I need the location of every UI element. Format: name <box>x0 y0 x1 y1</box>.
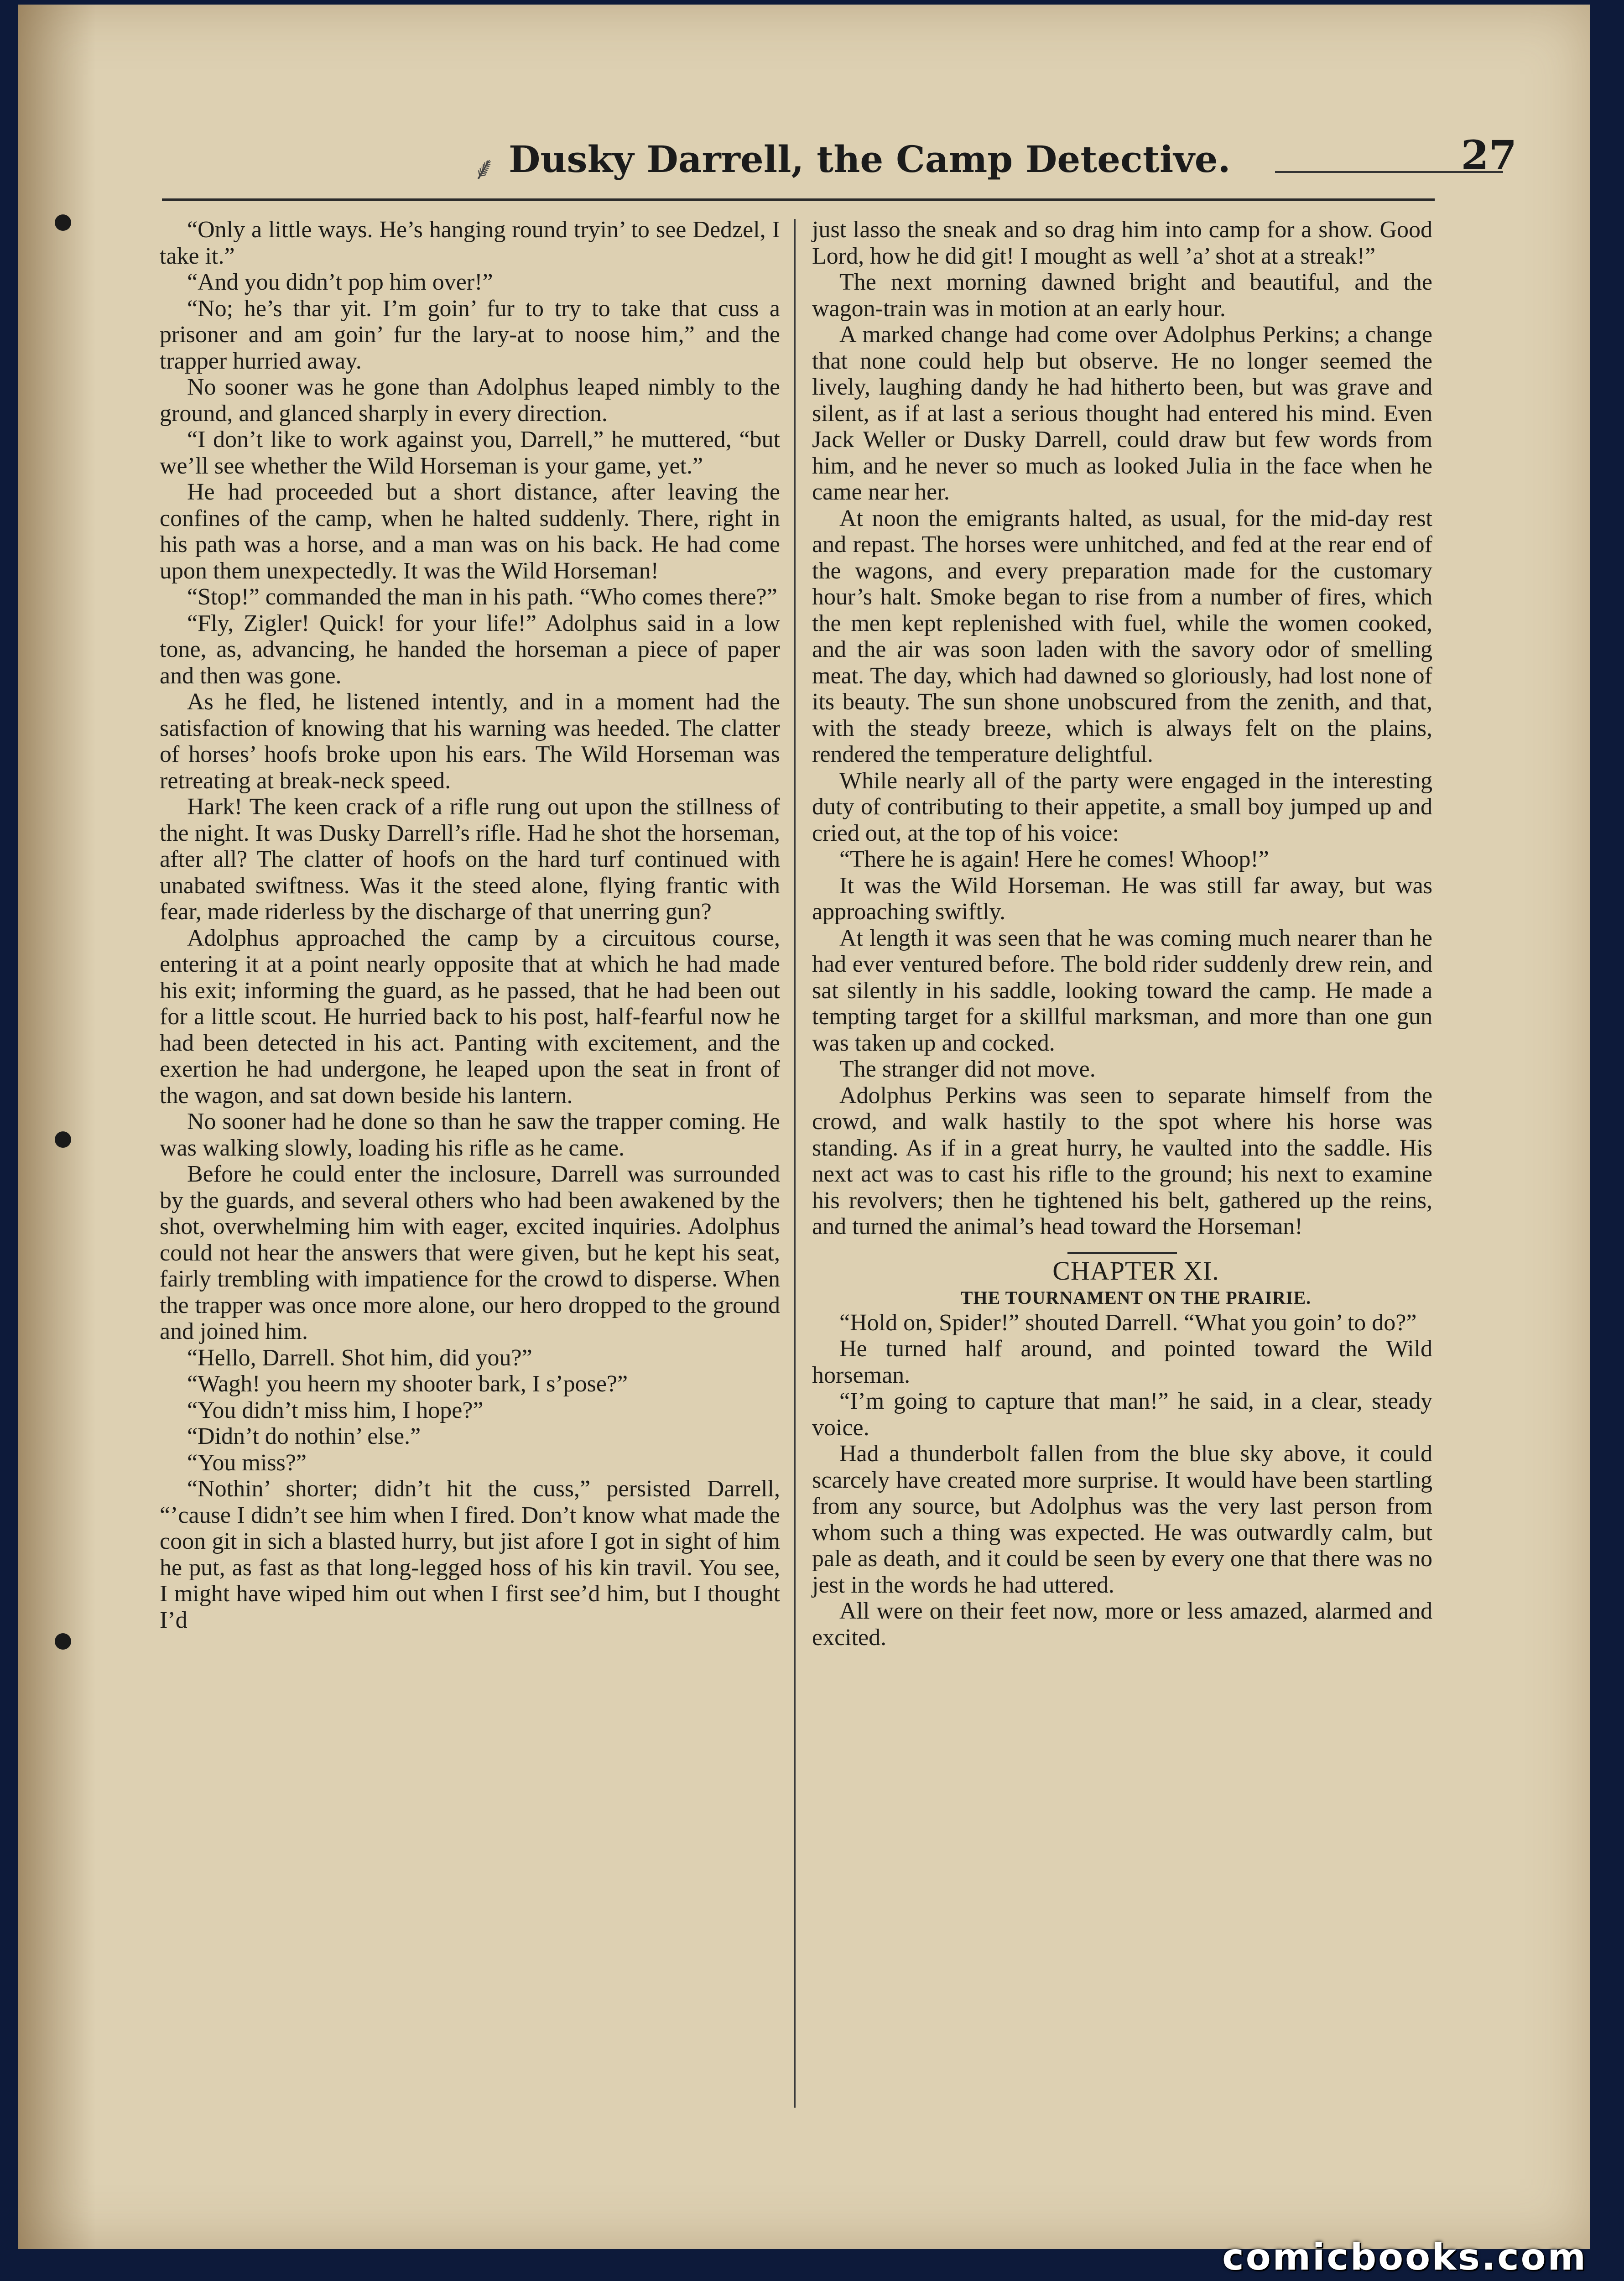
paragraph: “Stop!” commanded the man in his path. “Who comes there?” <box>187 584 777 610</box>
paragraph: “Only a little ways. He’s hanging round tryin’ to see Dedzel, I take it.” <box>160 217 780 269</box>
paragraph: “And you didn’t pop him over!” <box>187 269 493 295</box>
paragraph: “You miss?” <box>187 1449 307 1476</box>
column-divider <box>794 219 796 2108</box>
paragraph: Had a thunderbolt fallen from the blue sky above, it could scarcely have created more surprise. It would have been startling from any source, but Adolphus was the very last person from whom such a thing was expected. He was outwardly calm, but pale as death, and it could be seen by every one that there was no jest in the words he had uttered. <box>812 1441 1432 1598</box>
chapter-heading: CHAPTER XI. <box>1052 1255 1219 1286</box>
paragraph: While nearly all of the party were engaged in the interesting duty of contributing to their appetite, a small boy jumped up and cried out, at the top of his voice: <box>812 767 1432 846</box>
running-title: Dusky Darrell, the Camp Detective. <box>509 138 1231 181</box>
header-flourish: ⸙ <box>472 150 496 187</box>
paragraph: “I’m going to capture that man!” he said, in a clear, steady voice. <box>812 1388 1432 1441</box>
paragraph: All were on their feet now, more or less amazed, alarmed and excited. <box>812 1598 1432 1651</box>
right-column <box>812 217 1432 1651</box>
paragraph: Before he could enter the inclosure, Darrell was surrounded by the guards, and several others who had been awakened by the shot, overwhelming him with eager, excited inquiries. Adolphus could not hear the answers that were given, but he kept his seat, fairly trembling with impatience for the crowd to disperse. When the trapper was once more alone, our hero dropped to the ground and joined him. <box>160 1161 780 1344</box>
paragraph: He had proceeded but a short distance, after leaving the confines of the camp, when he halted suddenly. There, right in his path was a horse, and a man was on his back. He had come upon them unexpectedly. It was the Wild Horseman! <box>160 479 780 584</box>
gutter-shadow <box>18 5 96 2249</box>
paragraph: “Hold on, Spider!” shouted Darrell. “What you goin’ to do?” <box>839 1309 1417 1336</box>
header-divider <box>162 198 1435 201</box>
chapter-subtitle: THE TOURNAMENT ON THE PRAIRIE. <box>960 1287 1312 1308</box>
chapter-rule <box>1067 1252 1177 1254</box>
watermark: comicbooks.com <box>1222 2236 1588 2278</box>
binding-stitch-hole <box>55 1633 71 1650</box>
paragraph: The stranger did not move. <box>839 1056 1096 1082</box>
paragraph: No sooner had he done so than he saw the trapper coming. He was walking slowly, loading his rifle as he came. <box>160 1109 780 1161</box>
paragraph: “Fly, Zigler! Quick! for your life!” Adolphus said in a low tone, as, advancing, he handed the horseman a piece of paper and then was gone. <box>160 610 780 689</box>
binding-stitch-hole <box>55 1131 71 1148</box>
binding-stitch-hole <box>55 214 71 231</box>
paragraph: “Wagh! you heern my shooter bark, I s’pose?” <box>187 1371 628 1397</box>
paragraph: At length it was seen that he was coming much nearer than he had ever ventured before. The bold rider suddenly drew rein, and sat silently in his saddle, looking toward the camp. He made a tempting target for a skillful marksman, and more than one gun was taken up and cocked. <box>812 925 1432 1056</box>
paragraph: A marked change had come over Adolphus Perkins; a change that none could help but observe. He no longer seemed the lively, laughing dandy he had hitherto been, but was grave and silent, as if at last a serious thought had entered his mind. Even Jack Weller or Dusky Darrell, could draw but few words from him, and he never so much as looked Julia in the face when he came near her. <box>812 322 1432 505</box>
page-number: 27 <box>1461 131 1517 179</box>
paragraph: No sooner was he gone than Adolphus leaped nimbly to the ground, and glanced sharply in every direction. <box>160 374 780 427</box>
paragraph: Adolphus approached the camp by a circuitous course, entering it at a point nearly opposite that at which he had made his exit; informing the guard, as he passed, that he had been out for a little scout. He hurried back to his post, half-fearful now he had been detected in his act. Panting with excitement, and the exertion he had undergone, he leaped upon the seat in front of the wagon, and sat down beside his lantern. <box>160 925 780 1109</box>
paragraph: The next morning dawned bright and beautiful, and the wagon-train was in motion at an early hour. <box>812 269 1432 322</box>
running-header <box>162 128 1517 196</box>
paragraph: Hark! The keen crack of a rifle rung out upon the stillness of the night. It was Dusky Darrell’s rifle. Had he shot the horseman, after all? The clatter of hoofs on the hard turf continued with unabated swiftness. Was it the steed alone, flying frantic with fear, made riderless by the discharge of that unerring gun? <box>160 794 780 925</box>
paragraph: “You didn’t miss him, I hope?” <box>187 1397 484 1423</box>
paragraph: At noon the emigrants halted, as usual, for the mid-day rest and repast. The horses were unhitched, and fed at the rear end of the wagons, and every preparation made for the customary hour’s halt. Smoke began to rise from a number of fires, which the men kept replenished with fuel, while the women cooked, and the air was soon laden with the savory odor of smelling meat. The day, which had dawned so gloriously, had lost none of its beauty. The sun shone unobscured from the zenith, and that, with the steady breeze, which is always felt on the plains, rendered the temperature delightful. <box>812 505 1432 767</box>
paragraph: “I don’t like to work against you, Darrell,” he muttered, “but we’ll see whether the Wild Horseman is your game, yet.” <box>160 427 780 479</box>
paragraph: “Didn’t do nothin’ else.” <box>187 1423 421 1449</box>
paragraph: “Nothin’ shorter; didn’t hit the cuss,” persisted Darrell, “’cause I didn’t see him when I fired. Don’t know what made the coon git in sich a blasted hurry, but jist afore I got in sight of him he put, as fast as that long-legged hoss of his kin travil. You see, I might have wiped him out when I first see’d him, but I thought I’d <box>160 1476 780 1633</box>
paragraph: As he fled, he listened intently, and in a moment had the satisfaction of knowing that his warning was heeded. The clatter of horses’ hoofs broke upon his ears. The Wild Horseman was retreating at break-neck speed. <box>160 689 780 794</box>
paragraph: It was the Wild Horseman. He was still far away, but was approaching swiftly. <box>812 872 1432 925</box>
paragraph: “There he is again! Here he comes! Whoop!” <box>839 846 1269 872</box>
paragraph: “Hello, Darrell. Shot him, did you?” <box>187 1344 532 1371</box>
paragraph: just lasso the sneak and so drag him into camp for a show. Good Lord, how he did git! I mought as well ’a’ shot at a streak!” <box>812 217 1432 269</box>
paragraph: He turned half around, and pointed toward the Wild horseman. <box>812 1336 1432 1388</box>
magazine-page <box>18 5 1590 2249</box>
paragraph: “No; he’s thar yit. I’m goin’ fur to try to take that cuss a prisoner and am goin’ fur the lary-at to noose him,” and the trapper hurried away. <box>160 295 780 374</box>
paragraph: Adolphus Perkins was seen to separate himself from the crowd, and walk hastily to the spot where his horse was standing. As if in a great hurry, he vaulted into the saddle. His next act was to cast his rifle to the ground; his next to examine his revolvers; then he tightened his belt, gathered up the reins, and turned the animal’s head toward the Horseman! <box>812 1082 1432 1239</box>
left-column <box>160 217 780 1633</box>
